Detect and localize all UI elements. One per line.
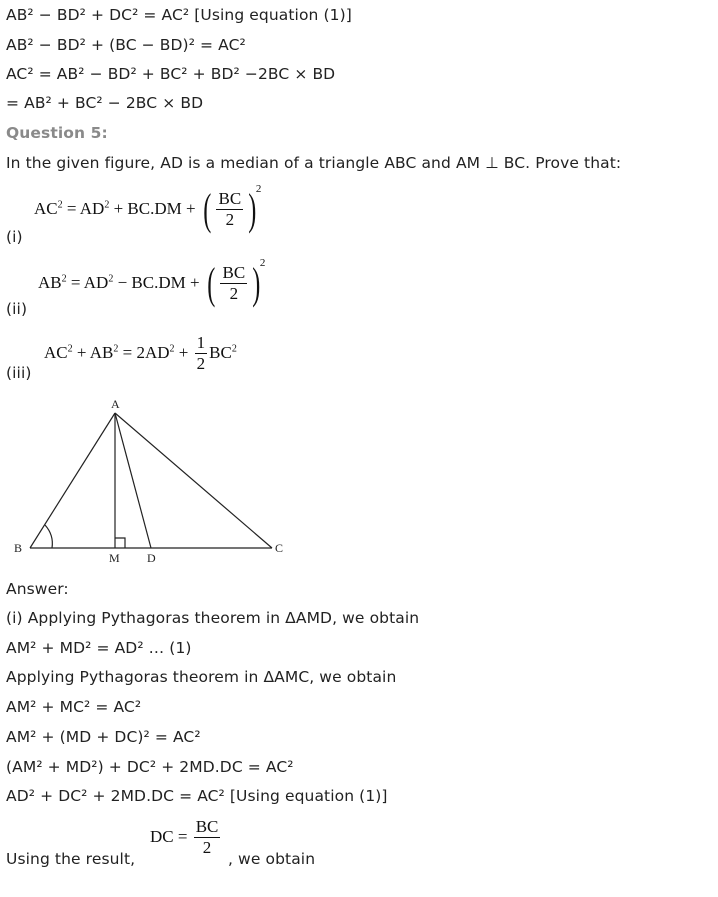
part-i-fraction: $\frac{BC}{2}$ (218, 189, 242, 229)
triangle-figure (10, 395, 300, 570)
intro-line-1: AB² − BD² + DC² = AC² [Using equation (1)] (6, 6, 352, 24)
answer-line-6: (AM² + MD²) + DC² + 2MD.DC = AC² (6, 758, 294, 776)
answer-line-5: AM² + (MD + DC)² = AC² (6, 728, 201, 746)
side-AC (115, 413, 272, 548)
answer-label: Answer: (6, 580, 69, 598)
part-ii-equation: $AB^2 = AD^2 - BC.DM$ + ( $\frac{BC}{2}$ )$^2$ (38, 256, 266, 308)
part-iii-equation: $AC^2 + AB^2 = 2AD^2$ + $\frac{1}{2}$ $BC^2$ (44, 333, 237, 373)
angle-B-arc (45, 525, 52, 548)
median-AD (115, 413, 151, 548)
part-iii-fraction: $\frac{1}{2}$ (196, 333, 206, 373)
part-i-equation: $AC^2 = AD^2 + BC.DM$ + ( $\frac{BC}{2}$ )$^2$ (34, 182, 262, 234)
result-prefix: Using the result, (6, 850, 136, 868)
side-AB (30, 413, 115, 548)
result-suffix: , we obtain (228, 850, 316, 868)
part-ii-fraction: $\frac{BC}{2}$ (222, 263, 246, 303)
part-iii-label: (iii) (6, 364, 32, 382)
right-angle-mark (115, 538, 125, 548)
question-text: In the given figure, AD is a median of a triangle ABC and AM ⊥ BC. Prove that: (6, 154, 622, 172)
answer-line-3: Applying Pythagoras theorem in ΔAMC, we obtain (6, 668, 397, 686)
intro-line-3: AC² = AB² − BD² + BC² + BD² −2BC × BD (6, 65, 336, 83)
answer-line-4: AM² + MC² = AC² (6, 698, 142, 716)
label-C: C (275, 541, 284, 555)
intro-line-2: AB² − BD² + (BC − BD)² = AC² (6, 36, 246, 54)
label-D: D (147, 551, 156, 565)
label-M: M (109, 551, 120, 565)
part-ii-label: (ii) (6, 300, 28, 318)
result-equation: DC = $\frac{BC}{2}$ (150, 817, 219, 857)
answer-line-7: AD² + DC² + 2MD.DC = AC² [Using equation (1)] (6, 787, 388, 805)
intro-line-4: = AB² + BC² − 2BC × BD (6, 94, 204, 112)
question-heading: Question 5: (6, 124, 108, 142)
answer-line-1: (i) Applying Pythagoras theorem in ΔAMD, we obtain (6, 609, 420, 627)
label-B: B (14, 541, 23, 555)
answer-line-2: AM² + MD² = AD² … (1) (6, 639, 192, 657)
part-i-label: (i) (6, 228, 23, 246)
label-A: A (111, 397, 120, 411)
result-fraction: $\frac{BC}{2}$ (195, 817, 219, 857)
